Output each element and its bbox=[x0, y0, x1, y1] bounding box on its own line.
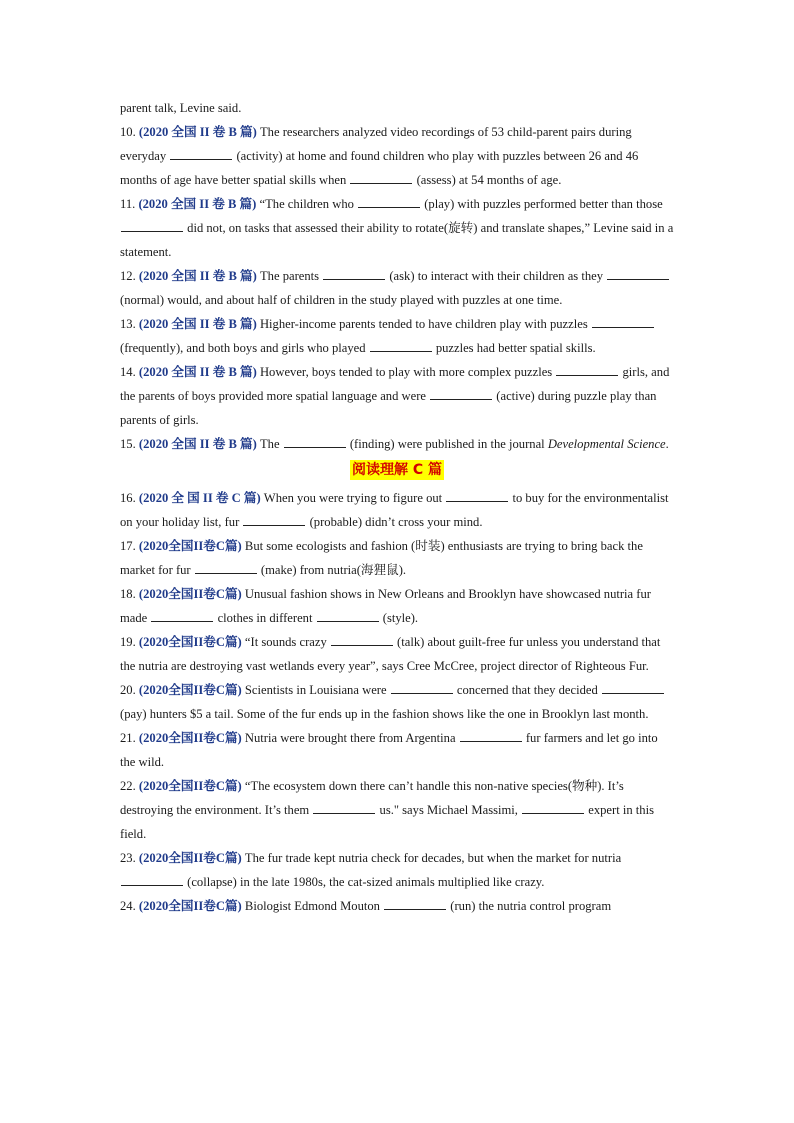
question-15 bbox=[120, 432, 674, 456]
answer-blank[interactable] bbox=[121, 219, 183, 232]
question-text: to buy for the environmentalist on your holiday list, fur bbox=[120, 491, 669, 529]
question-text: The bbox=[256, 437, 283, 451]
question-text: concerned that they decided bbox=[453, 683, 601, 697]
paragraph-continuation bbox=[120, 96, 674, 120]
question-number: 16. bbox=[120, 491, 136, 505]
question-14 bbox=[120, 360, 674, 432]
question-number: 14. bbox=[120, 365, 136, 379]
answer-blank[interactable] bbox=[170, 147, 232, 160]
question-text: (active) during puzzle play than parents of girls. bbox=[120, 389, 657, 427]
question-source: (2020 全国 II 卷 B 篇) bbox=[138, 437, 257, 451]
question-source: (2020全国II卷C篇) bbox=[138, 539, 242, 553]
question-source: (2020 全国 II 卷 B 篇) bbox=[138, 365, 257, 379]
question-text: (normal) would, and about half of children in the study played with puzzles at one time. bbox=[120, 293, 563, 307]
question-number: 12. bbox=[120, 269, 136, 283]
question-source: (2020全国II卷C篇) bbox=[138, 683, 242, 697]
question-10 bbox=[120, 120, 674, 192]
question-source: (2020 全国 II 卷 B 篇) bbox=[138, 269, 257, 283]
question-13 bbox=[120, 312, 674, 360]
question-number: 24. bbox=[120, 899, 136, 913]
question-text: Scientists in Louisiana were bbox=[241, 683, 390, 697]
question-text: Higher-income parents tended to have children play with puzzles bbox=[256, 317, 591, 331]
answer-blank[interactable] bbox=[317, 609, 379, 622]
question-11 bbox=[120, 192, 674, 264]
question-text: (style). bbox=[379, 611, 419, 625]
question-24 bbox=[120, 894, 674, 918]
question-source: (2020 全国 II 卷 B 篇) bbox=[138, 317, 257, 331]
answer-blank[interactable] bbox=[358, 195, 420, 208]
question-20 bbox=[120, 678, 674, 726]
answer-blank[interactable] bbox=[602, 681, 664, 694]
answer-blank[interactable] bbox=[522, 801, 584, 814]
question-text: fur farmers and let go into the wild. bbox=[120, 731, 658, 769]
answer-blank[interactable] bbox=[350, 171, 412, 184]
question-text: The parents bbox=[256, 269, 323, 283]
question-22 bbox=[120, 774, 674, 846]
question-source: (2020全国II卷C篇) bbox=[138, 779, 242, 793]
answer-blank[interactable] bbox=[121, 873, 183, 886]
answer-blank[interactable] bbox=[323, 267, 385, 280]
question-number: 23. bbox=[120, 851, 136, 865]
question-text: The fur trade kept nutria check for decades, but when the market for nutria bbox=[241, 851, 622, 865]
question-text: “The children who bbox=[256, 197, 358, 211]
question-text: (make) from nutria(海狸鼠). bbox=[257, 563, 407, 577]
question-text: (pay) hunters $5 a tail. Some of the fur ends up in the fashion shows like the one in Brooklyn last month. bbox=[120, 707, 649, 721]
question-number: 20. bbox=[120, 683, 136, 697]
question-16 bbox=[120, 486, 674, 534]
question-source: (2020全国II卷C篇) bbox=[138, 731, 242, 745]
question-source: (2020全国II卷C篇) bbox=[138, 587, 242, 601]
document-page bbox=[120, 96, 674, 918]
question-text: However, boys tended to play with more complex puzzles bbox=[256, 365, 556, 379]
question-text: clothes in different bbox=[214, 611, 316, 625]
question-number: 19. bbox=[120, 635, 136, 649]
question-text: (probable) didn’t cross your mind. bbox=[306, 515, 483, 529]
question-23 bbox=[120, 846, 674, 894]
question-text: (finding) were published in the journal bbox=[346, 437, 548, 451]
question-number: 10. bbox=[120, 125, 136, 139]
answer-blank[interactable] bbox=[556, 363, 618, 376]
question-text: us." says Michael Massimi, bbox=[376, 803, 522, 817]
question-text: (talk) about guilt-free fur unless you understand that the nutria are destroying vast wetlands every year”, says Cree McCree, project director of Righteous Fur. bbox=[120, 635, 661, 673]
question-text: But some ecologists and fashion (时装) enthusiasts are trying to bring back the market for fur bbox=[120, 539, 643, 577]
question-source: (2020全国II卷C篇) bbox=[138, 851, 242, 865]
question-source: (2020 全国 II 卷 B 篇) bbox=[138, 197, 257, 211]
question-number: 13. bbox=[120, 317, 136, 331]
question-text: expert in this field. bbox=[120, 803, 654, 841]
question-text: (assess) at 54 months of age. bbox=[413, 173, 562, 187]
question-number: 21. bbox=[120, 731, 136, 745]
question-text: girls, and the parents of boys provided more spatial language and were bbox=[120, 365, 670, 403]
question-text: Biologist Edmond Mouton bbox=[241, 899, 384, 913]
question-text: “It sounds crazy bbox=[241, 635, 330, 649]
answer-blank[interactable] bbox=[370, 339, 432, 352]
question-text: Nutria were brought there from Argentina bbox=[241, 731, 459, 745]
answer-blank[interactable] bbox=[384, 897, 446, 910]
answer-blank[interactable] bbox=[391, 681, 453, 694]
section-heading bbox=[120, 460, 674, 484]
question-text: (frequently), and both boys and girls who played bbox=[120, 341, 369, 355]
answer-blank[interactable] bbox=[195, 561, 257, 574]
answer-blank[interactable] bbox=[446, 489, 508, 502]
answer-blank[interactable] bbox=[151, 609, 213, 622]
answer-blank[interactable] bbox=[284, 435, 346, 448]
question-text: . bbox=[665, 437, 669, 451]
section-title: 阅读理解 C 篇 bbox=[351, 462, 443, 478]
answer-blank[interactable] bbox=[243, 513, 305, 526]
question-text: “The ecosystem down there can’t handle this non-native species(物种). It’s destroying the environment. It’s them bbox=[120, 779, 624, 817]
answer-blank[interactable] bbox=[430, 387, 492, 400]
answer-blank[interactable] bbox=[331, 633, 393, 646]
question-source: (2020全国II卷C篇) bbox=[138, 635, 242, 649]
question-source: (2020 全国 II 卷 B 篇) bbox=[138, 125, 257, 139]
question-source: (2020全国II卷C篇) bbox=[138, 899, 242, 913]
question-number: 22. bbox=[120, 779, 136, 793]
question-text: When you were trying to figure out bbox=[260, 491, 446, 505]
question-text: The researchers analyzed video recordings of 53 child-parent pairs during everyday bbox=[120, 125, 632, 163]
question-text: (play) with puzzles performed better than those bbox=[421, 197, 663, 211]
answer-blank[interactable] bbox=[592, 315, 654, 328]
question-text: Unusual fashion shows in New Orleans and Brooklyn have showcased nutria fur made bbox=[120, 587, 651, 625]
question-text: (collapse) in the late 1980s, the cat-sized animals multiplied like crazy. bbox=[184, 875, 545, 889]
question-text: (run) the nutria control program bbox=[447, 899, 612, 913]
question-source: (2020 全 国 II 卷 C 篇) bbox=[138, 491, 261, 505]
question-text: did not, on tasks that assessed their ability to rotate(旋转) and translate shapes,” Levine said in a statement. bbox=[120, 221, 674, 259]
question-text: puzzles had better spatial skills. bbox=[432, 341, 596, 355]
question-21 bbox=[120, 726, 674, 774]
question-19 bbox=[120, 630, 674, 678]
question-number: 11. bbox=[120, 197, 136, 211]
question-number: 18. bbox=[120, 587, 136, 601]
question-18 bbox=[120, 582, 674, 630]
question-number: 17. bbox=[120, 539, 136, 553]
continuation-text: parent talk, Levine said. bbox=[120, 101, 242, 115]
question-12 bbox=[120, 264, 674, 312]
answer-blank[interactable] bbox=[460, 729, 522, 742]
answer-blank[interactable] bbox=[607, 267, 669, 280]
question-17 bbox=[120, 534, 674, 582]
answer-blank[interactable] bbox=[313, 801, 375, 814]
question-number: 15. bbox=[120, 437, 136, 451]
journal-title: Developmental Science bbox=[547, 437, 666, 451]
question-text: (activity) at home and found children who play with puzzles between 26 and 46 months of age have better spatial skills when bbox=[120, 149, 639, 187]
question-text: (ask) to interact with their children as they bbox=[386, 269, 607, 283]
